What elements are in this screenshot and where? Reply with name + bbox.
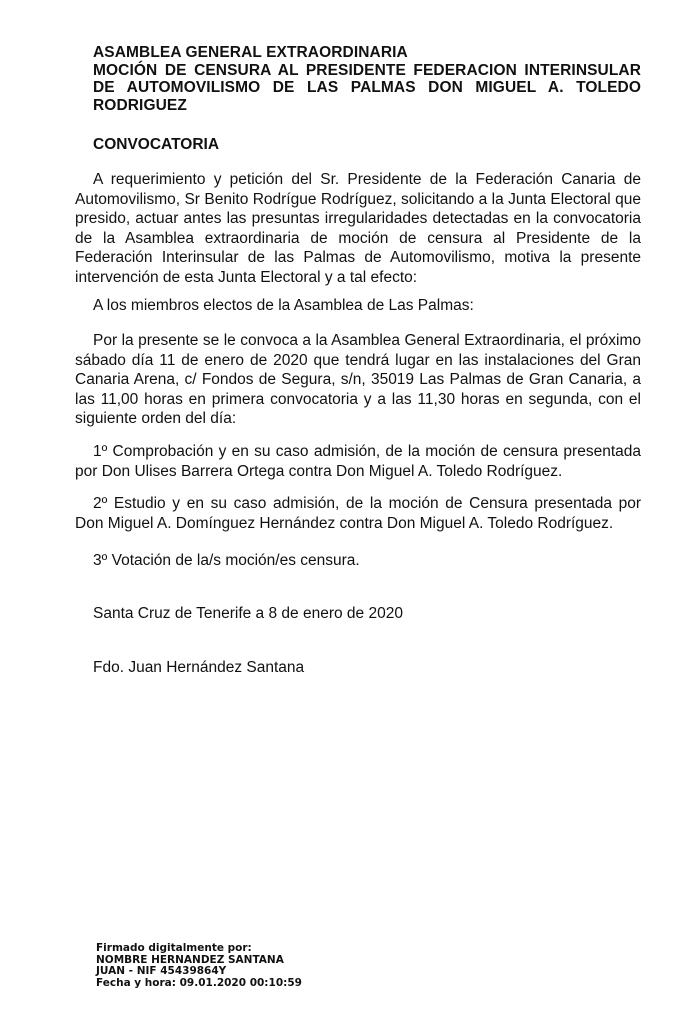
intro-paragraph <box>75 170 641 287</box>
addressee-line: A los miembros electos de la Asamblea de Las Palmas: <box>93 297 474 314</box>
signature-line-1: Firmado digitalmente por: <box>96 942 252 954</box>
agenda-item-1 <box>75 442 641 481</box>
signature-line-3: JUAN - NIF 45439864Y <box>96 965 227 977</box>
document-heading <box>93 44 641 114</box>
signature-line-2: NOMBRE HERNANDEZ SANTANA <box>96 953 284 966</box>
intro-text: A requerimiento y petición del Sr. Presidente de la Federación Canaria de Automovilismo, Sr Benito Rodrígue Rodríguez, solicitando a la Junta Electoral que presido, actuar antes las presuntas irregularidades detectadas en la convocatoria de la Asamblea extraordinaria de moción de censura al Presidente de la Federación Interinsular de las Palmas de Automovilismo, motiva la presente intervención de esta Junta Electoral y a tal efecto: <box>75 171 641 286</box>
heading-line-3: DE AUTOMOVILISMO DE LAS PALMAS DON MIGUEL A. TOLEDO <box>93 79 641 96</box>
convocation-paragraph <box>75 331 641 429</box>
convocation-text: Por la presente se le convoca a la Asamblea General Extraordinaria, el próximo sábado día 11 de enero de 2020 que tendrá lugar en las instalaciones del Gran Canaria Arena, c/ Fondos de Segura, s/n, 35019 Las Palmas de Gran Canaria, a las 11,00 horas en primera convocatoria y a las 11,30 horas en segunda, con el siguiente orden del día: <box>75 332 641 427</box>
place-date: Santa Cruz de Tenerife a 8 de enero de 2020 <box>93 605 403 622</box>
agenda-item-1-text: 1º Comprobación y en su caso admisión, de la moción de censura presentada por Don Ulises Barrera Ortega contra Don Miguel A. Toledo Rodríguez. <box>75 443 641 480</box>
heading-line-4: RODRIGUEZ <box>93 96 187 114</box>
heading-line-2: MOCIÓN DE CENSURA AL PRESIDENTE FEDERACION INTERINSULAR <box>93 61 641 79</box>
agenda-item-2-text: 2º Estudio y en su caso admisión, de la moción de Censura presentada por Don Miguel A. Domínguez Hernández contra Don Miguel A. Toledo Rodríguez. <box>75 495 641 532</box>
section-title: CONVOCATORIA <box>93 136 220 153</box>
agenda-item-3: 3º Votación de la/s moción/es censura. <box>93 552 360 569</box>
signer-name: Fdo. Juan Hernández Santana <box>93 659 305 676</box>
agenda-item-2 <box>75 494 641 533</box>
signature-line-4: Fecha y hora: 09.01.2020 00:10:59 <box>96 976 302 989</box>
heading-line-1: ASAMBLEA GENERAL EXTRAORDINARIA <box>93 44 408 61</box>
digital-signature-block <box>96 943 302 989</box>
